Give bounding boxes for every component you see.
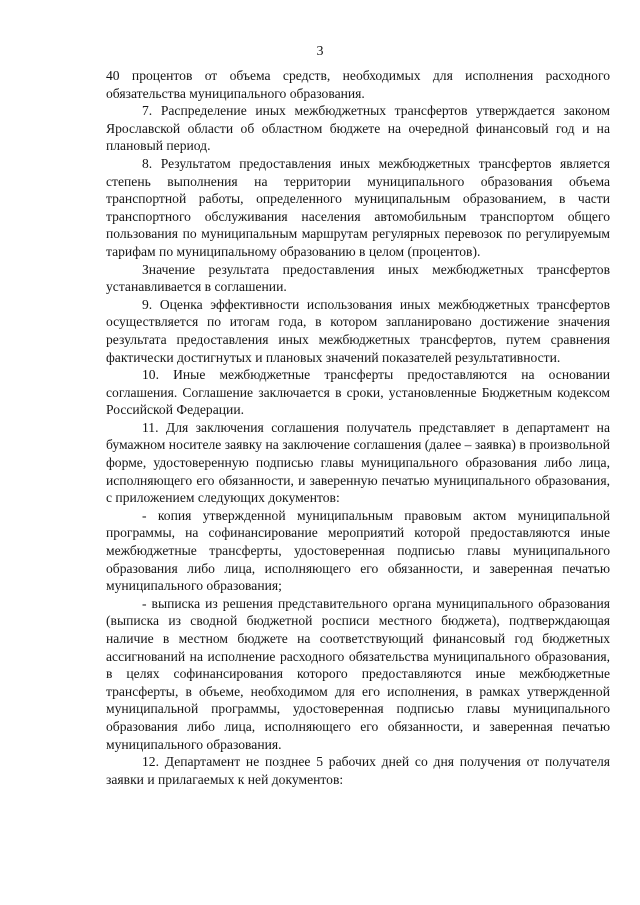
paragraph-item-9: 9. Оценка эффективности использования иных межбюджетных трансфертов осуществляется по итогам года, в котором запланировано достижение значения результата предоставления иных межбюджетных трансфертов, путем сравнения фактически достигнутых и плановых значений показателей результативности. xyxy=(106,296,610,365)
paragraph-item-11: 11. Для заключения соглашения получатель представляет в департамент на бумажном носителе заявку на заключение соглашения (далее – заявка) в произвольной форме, удостоверенную подписью главы муниципального образования либо лица, исполняющего его обязанности, и заверенную печатью муниципального образования, с приложением следующих документов: xyxy=(106,419,610,506)
paragraph-item-7: 7. Распределение иных межбюджетных трансфертов утверждается законом Ярославской области об областном бюджете на очередной финансовый год и на плановый период. xyxy=(106,103,610,154)
list-item-budget-extract: - выписка из решения представительного органа муниципального образования (выписка из сводной бюджетной росписи местного бюджета), подтверждающая наличие в местном бюджете на соответствующий финансовый год бюджетных ассигнований на исполнение расходного обязательства муниципального образования, в целях софинансирования которого предоставляются иные межбюджетные трансферты, в объеме, необходимом для его исполнения, в рамках утвержденной муниципальной программы, удостоверенная подписью главы муниципального образования либо лица, исполняющего его обязанности, и заверенная печатью муниципального образования. xyxy=(106,595,610,752)
paragraph-result-value: Значение результата предоставления иных межбюджетных трансфертов устанавливается в соглашении. xyxy=(106,261,610,295)
paragraph-item-10: 10. Иные межбюджетные трансферты предоставляются на основании соглашения. Соглашение заключается в сроки, установленные Бюджетным кодексом Российской Федерации. xyxy=(106,367,610,418)
page-number: 3 xyxy=(316,44,324,59)
list-item-program-copy: - копия утвержденной муниципальным правовым актом муниципальной программы, на софинансирование мероприятий которой предоставляются иные межбюджетные трансферты, удостоверенная подписью главы муниципального образования либо лица, исполняющего его обязанности, и заверенная печатью муниципального образования; xyxy=(106,507,610,594)
paragraph-continuation: 40 процентов от объема средств, необходимых для исполнения расходного обязательства муниципального образования. xyxy=(106,68,610,101)
paragraph-item-12: 12. Департамент не позднее 5 рабочих дней со дня получения от получателя заявки и прилагаемых к ней документов: xyxy=(106,754,610,787)
paragraph-item-8: 8. Результатом предоставления иных межбюджетных трансфертов является степень выполнения на территории муниципального образования объема транспортной работы, определенного муниципальным образованием, в части транспортного обслуживания населения автомобильным транспортом общего пользования по муниципальным маршрутам регулярных перевозок по регулируемым тарифам по муниципальному образованию в целом (процентов). xyxy=(106,155,610,259)
document-body xyxy=(106,67,610,788)
